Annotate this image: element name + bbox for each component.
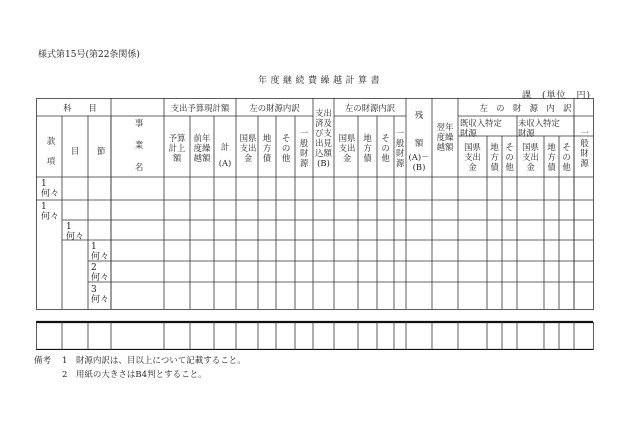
header-shishutsu-zumi: 支出 済及 び支 出見 込額 — [315, 108, 332, 158]
header-kokken4: 国県 支出 金 — [522, 142, 539, 172]
row-label-moku: 1 何々 — [66, 222, 85, 242]
header-ippan2: 一 般 財 源 — [395, 128, 405, 168]
header-kei: 計 — [220, 142, 230, 152]
form-number-label: 様式第15号(第22条関係) — [38, 50, 140, 60]
header-moku: 目 — [70, 146, 80, 156]
header-left-zaigen: 左の財源内訳 — [249, 103, 300, 113]
header-kou2: 項 — [46, 156, 56, 166]
header-shishutsu-yosan: 支出予算現計額 — [170, 103, 230, 113]
header-left-zaigen3: 左 の 財 源 内 訳 — [479, 103, 572, 113]
note-2: 2 用紙の大きさはB4判とすること。 — [62, 370, 207, 380]
header-kamoku: 科 目 — [63, 103, 97, 113]
header-sonota2: そ の 他 — [381, 133, 390, 163]
header-kou: 款 — [46, 136, 56, 146]
header-sonota4: そ の 他 — [562, 142, 571, 172]
header-setsu: 節 — [96, 146, 106, 156]
header-sonota: そ の 他 — [281, 133, 291, 163]
row-label-kou2: 1 何々 — [41, 202, 60, 222]
note-1: 1 財源内訳は、目以上について記載すること。 — [62, 356, 246, 366]
header-kei-a: (A) — [218, 158, 232, 168]
header-zennendo: 前年 度繰 越額 — [193, 133, 211, 163]
header-kokken: 国県 支出 金 — [239, 133, 257, 163]
header-mishunyu: 未収入特定 財源 — [518, 118, 560, 138]
page-title: 年度継続費繰越計算書 — [258, 76, 384, 86]
header-yokunendo: 翌年 度繰 越額 — [436, 122, 454, 152]
notes-label: 備考 — [34, 356, 52, 366]
header-kokken3: 国県 支出 金 — [464, 142, 481, 172]
header-zan: 残 — [414, 110, 424, 120]
header-chihousai3: 地 方 債 — [490, 142, 499, 172]
header-left-zaigen2: 左の財源内訳 — [344, 103, 396, 113]
row-label-setsu2: 2 何々 — [91, 263, 110, 283]
header-ippan: 一 般 財 源 — [299, 128, 309, 168]
row-label-setsu1: 1 何々 — [91, 242, 110, 262]
header-kishunyu: 既収入特定 財源 — [460, 118, 502, 138]
header-yosan-keijougaku: 予算 計上 額 — [168, 133, 186, 163]
header-ippan3: 一 般 財 源 — [580, 128, 589, 168]
row-label-kou: 1 何々 — [41, 179, 60, 199]
header-chihousai2: 地 方 債 — [363, 133, 372, 163]
row-label-setsu3: 3 何々 — [91, 285, 110, 305]
header-ab: (A)－ (B) — [408, 152, 430, 172]
header-jigyoumei: 事 業 名 — [134, 118, 144, 172]
header-b: (B) — [317, 158, 330, 168]
header-sonota3: そ の 他 — [505, 142, 514, 172]
header-chihousai: 地 方 債 — [262, 133, 272, 163]
unit-label: 課 (単位 円) — [522, 91, 592, 101]
header-kokken2: 国県 支出 金 — [338, 133, 356, 163]
header-gaku: 額 — [414, 138, 424, 148]
header-chihousai4: 地 方 債 — [547, 142, 556, 172]
